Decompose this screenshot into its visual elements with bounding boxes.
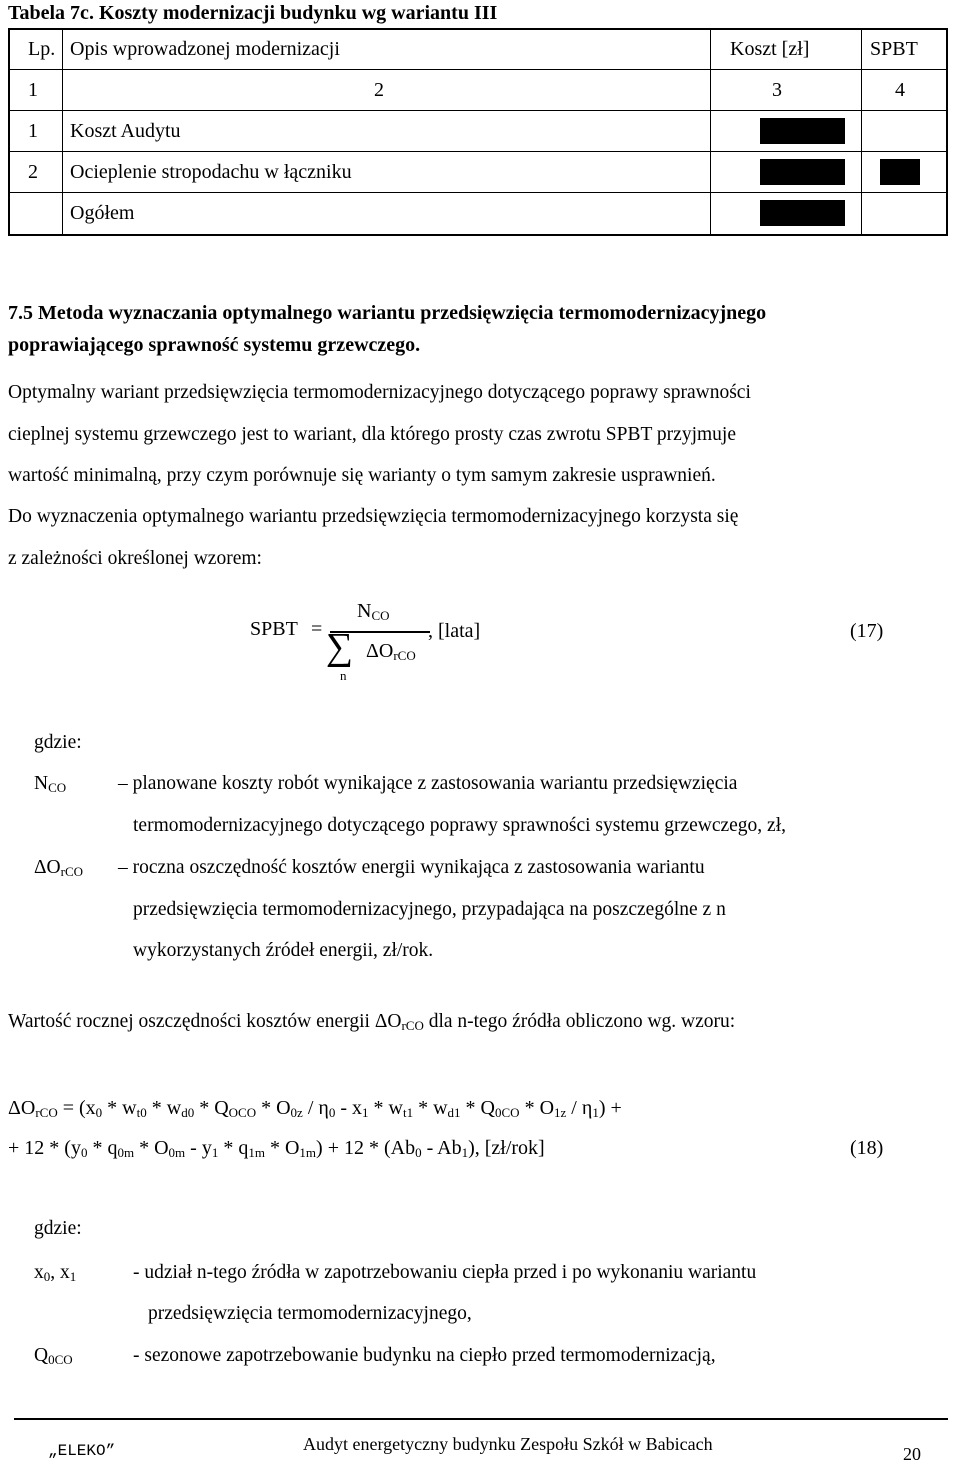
symbol-orco: $\Delta O_{rCO}$	[34, 857, 84, 879]
header-spbt: SPBT	[870, 38, 918, 60]
paragraph-2-line1: Do wyznaczenia optymalnego wariantu przedsięwzięcia termomodernizacyjnego korzysta się	[8, 506, 739, 527]
formula-17-sum-index: n	[340, 668, 347, 683]
formula-18-number: (18)	[850, 1137, 884, 1159]
orco-description-line3: wykorzystanych źródeł energii, zł/rok.	[133, 940, 434, 961]
row-1-lp: 1	[28, 120, 38, 142]
formula-17-sum-sign: ∑	[326, 626, 354, 668]
formula-17-denominator: $\Delta O_{rCO}$	[366, 640, 416, 663]
header-cost: Koszt [zł]	[730, 38, 810, 60]
nco-description-line1: – planowane koszty robót wynikające z zastosowania wariantu przedsięwzięcia	[118, 773, 738, 794]
cost-table	[8, 28, 948, 236]
formula-17-equals: =	[311, 618, 323, 640]
where-label-1: gdzie:	[34, 732, 82, 753]
orco-description-line2: przedsięwzięcia termomodernizacyjnego, przypadająca na poszczególne z n	[133, 899, 726, 920]
formula-18-line2: + $12 * (y_0 * q_{0m} * O_{0m} - y_1 * q_{1m} * O_{1m}) + 12 * (Ab_0 - Ab_1)$, [zł/rok]	[8, 1137, 545, 1160]
redacted-cost-1	[760, 118, 845, 144]
redacted-cost-total	[760, 200, 845, 226]
symbol-x0-x1: $x_0$, $x_1$	[34, 1262, 77, 1284]
row-2-lp: 2	[28, 161, 38, 183]
col-number-1: 1	[28, 79, 38, 101]
x-description-line2: przedsięwzięcia termomodernizacyjnego,	[148, 1303, 472, 1324]
paragraph-1-line3: wartość minimalną, przy czym porównuje się warianty o tym samym zakresie usprawnień.	[8, 465, 716, 486]
formula-17-numerator: $N_{CO}$	[357, 600, 390, 623]
col-number-3: 3	[772, 79, 782, 101]
page-number: 20	[903, 1444, 921, 1464]
where-label-2: gdzie:	[34, 1218, 82, 1239]
value-intro-line: Wartość rocznej oszczędności kosztów energii $\Delta O_{rCO}$ dla n-tego źródła obliczono wg. wzoru:	[8, 1011, 736, 1033]
row-2-description: Ocieplenie stropodachu w łączniku	[70, 161, 352, 183]
paragraph-2-line2: z zależności określonej wzorem:	[8, 548, 262, 569]
table-caption: Tabela 7c. Koszty modernizacji budynku wg wariantu III	[8, 2, 498, 24]
section-heading-line2: poprawiającego sprawność systemu grzewczego.	[8, 334, 421, 356]
row-total-description: Ogółem	[70, 202, 135, 224]
footer-logo: „ELEKO”	[48, 1442, 116, 1460]
redacted-cost-2	[760, 159, 845, 185]
formula-17-number: (17)	[850, 620, 884, 642]
col-number-2: 2	[374, 79, 384, 101]
row-1-description: Koszt Audytu	[70, 120, 181, 142]
header-description: Opis wprowadzonej modernizacji	[70, 38, 340, 60]
header-lp: Lp.	[28, 38, 56, 60]
nco-description-line2: termomodernizacyjnego dotyczącego poprawy sprawności systemu grzewczego, zł,	[133, 815, 787, 836]
formula-18-line1: $\Delta O_{rCO} = (x_0 * w_{t0} * w_{d0} * Q_{OCO} * O_{0z} / \eta_0 - x_1 * w_{t1} * w_{d1} * Q_{0CO} * O_{1z} / \eta_1)$ +	[8, 1097, 622, 1120]
paragraph-1-line1: Optymalny wariant przedsięwzięcia termomodernizacyjnego dotyczącego poprawy sprawności	[8, 382, 751, 403]
q0co-description: - sezonowe zapotrzebowanie budynku na ciepło przed termomodernizacją,	[133, 1345, 716, 1366]
col-number-4: 4	[895, 79, 905, 101]
formula-17-lhs: SPBT	[250, 618, 298, 640]
footer-rule	[14, 1418, 948, 1420]
symbol-q0co: $Q_{0CO}$	[34, 1345, 73, 1367]
x-description-line1: - udział n-tego źródła w zapotrzebowaniu ciepła przed i po wykonaniu wariantu	[133, 1262, 757, 1283]
footer-title: Audyt energetyczny budynku Zespołu Szkół w Babicach	[303, 1434, 713, 1454]
formula-17-unit: , [lata]	[428, 620, 481, 642]
redacted-spbt-2	[880, 159, 920, 185]
orco-description-line1: – roczna oszczędność kosztów energii wynikająca z zastosowania wariantu	[118, 857, 705, 878]
symbol-nco: $N_{CO}$	[34, 773, 67, 795]
paragraph-1-line2: cieplnej systemu grzewczego jest to wariant, dla którego prosty czas zwrotu SPBT przyjmuje	[8, 424, 736, 445]
section-heading-line1: 7.5 Metoda wyznaczania optymalnego wariantu przedsięwzięcia termomodernizacyjnego	[8, 302, 767, 324]
